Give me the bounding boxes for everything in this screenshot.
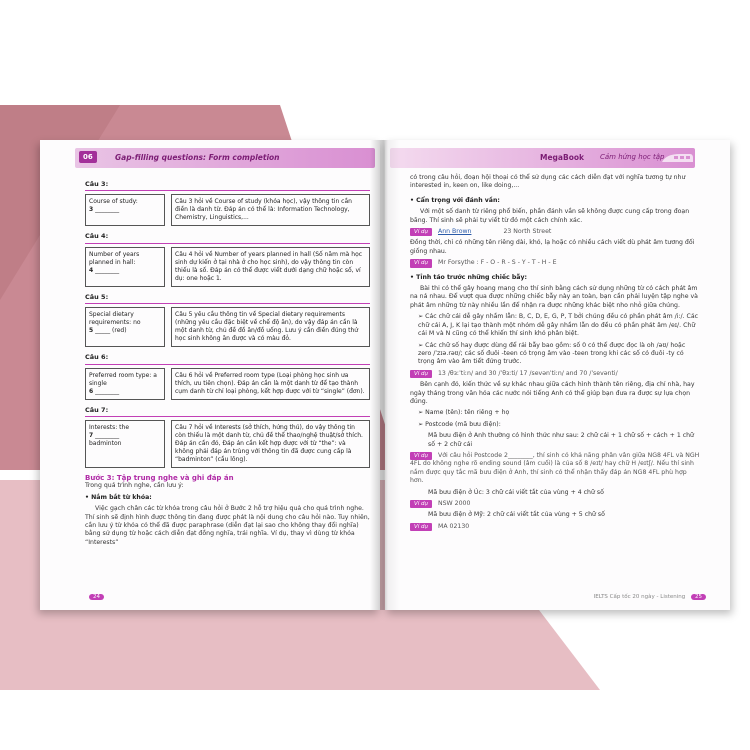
example-row: Ví dụ Với câu hỏi Postcode 2________, thí sinh có khả năng phân vân giữa NG8 4FL và NGH 4FL do không nghe rõ ending sound (âm cuối) là của số 8 /eɪt/ hay chữ H /eɪtʃ/. Nếu thí sinh nắm được quy tắc mã bưu điện ở Anh, thí sinh có thể nhận thấy đáp án NG8 4FL phù hợp hơn. [410,451,700,485]
question-label: Câu 7: [85,405,109,414]
section-paragraph-2: Đồng thời, chỉ có những tên riêng dài, khó, lạ hoặc có nhiều cách viết dù phát âm tương đối giống nhau. [410,239,695,255]
form-field-box: Interests: the 7 ________ badminton [85,420,165,468]
bullet-item: ➢ Các chữ số hay được dùng để rải bẫy bao gồm: số 0 có thể được đọc là oh /əʊ/ hoặc zero /ˈzɪə.rəʊ/; các số đuôi -teen có trọng âm vào -teen trong khi các số có đuôi -ty có trọng âm vào âm tiết đứng trước. [418,341,686,366]
question-explanation: Câu 3 hỏi về Course of study (khóa học), vậy thông tin cần điền là danh từ. Đáp án có thể là: Information Technology, Chemistry, Linguistics,... [171,194,370,226]
question-block-5 [85,293,370,347]
page-number: 24 [89,594,104,600]
page-number: 25 [691,594,706,600]
step-title: Bước 3: Tập trung nghe và ghi đáp án [85,474,234,483]
example-row: Ví dụ MA 02130 [410,523,700,531]
question-block-4 [85,232,370,286]
right-page-header [390,148,695,168]
question-label: Câu 4: [85,232,109,241]
question-label: Câu 6: [85,353,109,362]
form-field-box: Number of years planned in hall: 4 ________ [85,247,165,287]
left-page-header [75,148,375,168]
example-row: Ví dụ NSW 2000 [410,500,700,508]
example-badge: Ví dụ [410,228,432,236]
postcode-paragraph: Mã bưu điện ở Úc: 3 chữ cái viết tắt của vùng + 4 chữ số [428,488,604,496]
right-content [410,174,700,531]
bullet-item: ➢ Postcode (mã bưu điện): [418,420,501,428]
open-book [40,140,730,610]
right-page [385,140,730,610]
form-field-box: Course of study: 3 ________ [85,194,165,226]
question-block-6 [85,353,370,399]
right-footer [594,594,710,600]
step-intro: Trong quá trình nghe, cần lưu ý: [85,482,184,490]
left-page [40,140,380,610]
question-explanation: Câu 7 hỏi về Interests (sở thích, hứng thú), do vậy thông tin còn thiếu là một danh từ, chủ đề thể thao/nghệ thuật/sở thích. Đáp án cần đó, Đáp án cần kết hợp được với từ “the”: và không phải đáp án trùng với thông tin đã được cung cấp là “badminton” (cầu lông). [171,420,370,468]
form-field-box: Preferred room type: a single 6 ________ [85,368,165,400]
sub-heading: • Nắm bắt từ khóa: [85,493,152,501]
question-block-3 [85,180,370,226]
left-content [85,174,370,547]
form-field-box: Special dietary requirements: no 5 _____ (red) [85,307,165,347]
example-row: Ví dụ Mr Forsythe : F - O - R - S - Y - T - H - E [410,259,700,267]
brand-slogan: Cảm hứng học tập [600,153,665,161]
example-row: Ví dụ Ann Brown 23 North Street [410,228,700,236]
postcode-paragraph: Mã bưu điện ở Mỹ: 2 chữ cái viết tắt của vùng + 5 chữ số [428,511,605,519]
train-icon [660,150,694,166]
question-label: Câu 3: [85,180,109,188]
brand-logo: MegaBook [540,153,584,162]
postcode-paragraph: Mã bưu điện ở Anh thường có hình thức như sau: 2 chữ cái + 1 chữ số + cách + 1 chữ số + 2 chữ cái [428,432,694,448]
section-paragraph: Bài thi có thể gây hoang mang cho thí sinh bằng cách sử dụng những từ có cách phát âm na ná nhau. Để vượt qua được những chiếc bẫy này an toàn, bạn cần phải luyện tập nghe và phát âm những từ này nhiều lần để nhận ra được những khác biệt nho nhỏ giữa chúng. [410,285,698,309]
chapter-tag: 06 [79,151,97,163]
book-spine [370,140,400,610]
example-row: Ví dụ 13 /θɜːˈtiːn/ and 30 /ˈθɜːti/ 17 /sevənˈtiːn/ and 70 /ˈsevənti/ [410,370,700,378]
bullet-item: ➢ Các chữ cái dễ gây nhầm lẫn: B, C, D, E, G, P, T bởi chúng đều có phần phát âm /i:/. Các chữ cái A, J, K lại tạo thành một nhóm dễ gây nhầm lẫn do đều có phần phát âm /eɪ/. Chữ cái M và N cũng có thể khiến thí sinh khó phân biệt. [418,313,699,338]
body-paragraph: Việc gạch chân các từ khóa trong câu hỏi ở Bước 2 hỗ trợ hiệu quả cho quá trình nghe. Thí sinh sẽ định hình được thông tin đang được phát là nội dung cho câu hỏi nào. Tuy nhiên, cần lưu ý từ khóa có thể đã được paraphrase (diễn đạt lại sao cho không thay đổi nghĩa) bằng sử dụng từ hoặc cách diễn đạt đồng nghĩa, trái nghĩa. Ví dụ, thay vì dùng từ khóa “Interests” [85,505,370,546]
section-heading: • Cẩn trọng với đánh vần: [410,196,500,204]
footer-text: IELTS Cấp tốc 20 ngày - Listening [593,594,686,600]
bullet-item: ➢ Name (tên): tên riêng + họ [418,409,510,417]
question-explanation: Câu 4 hỏi về Number of years planned in hall (Số năm mà học sinh dự kiến ở tại nhà ở cho học sinh), do vậy thông tin còn thiếu là số. Đáp án có thể được viết dưới dạng chữ hoặc số, ví dụ: one hoặc 1. [171,247,370,287]
question-block-7 [85,406,370,468]
left-footer [85,594,108,600]
chapter-title: Gap-filling questions: Form completion [115,153,280,162]
intro-paragraph: có trong câu hỏi, đoạn hội thoại có thể sử dụng các cách diễn đạt với nghĩa tương tự như interested in, keen on, like doing,... [410,174,686,190]
question-explanation: Câu 5 yêu cầu thông tin về Special dietary requirements (những yêu cầu đặc biệt về chế độ ăn), do vậy đáp án cần là một danh từ, chủ đề đồ ăn/đồ uống. Lưu ý cần điền đúng thứ học sinh không ăn được và có màu đỏ. [171,307,370,347]
question-explanation: Câu 6 hỏi về Preferred room type (Loại phòng học sinh ưa thích, ưu tiên chọn). Đáp án cần là một danh từ để tạo thành cụm danh từ chỉ loại phòng, kết hợp được với từ “single” (đơn). [171,368,370,400]
section-heading: • Tỉnh táo trước những chiếc bẫy: [410,273,527,281]
section-paragraph: Với một số danh từ riêng phổ biến, phần đánh vần sẽ không được cung cấp trong đoạn băng. Thí sinh sẽ phải tự viết từ đó một cách chính xác. [410,208,690,224]
question-label: Câu 5: [85,292,109,301]
section-paragraph-2: Bên cạnh đó, kiến thức về sự khác nhau giữa cách hình thành tên riêng, địa chỉ nhà, hay ngày tháng trong văn hóa các nước nói tiếng Anh có thể giúp bạn đưa ra được sự lựa chọn đúng. [410,381,695,405]
